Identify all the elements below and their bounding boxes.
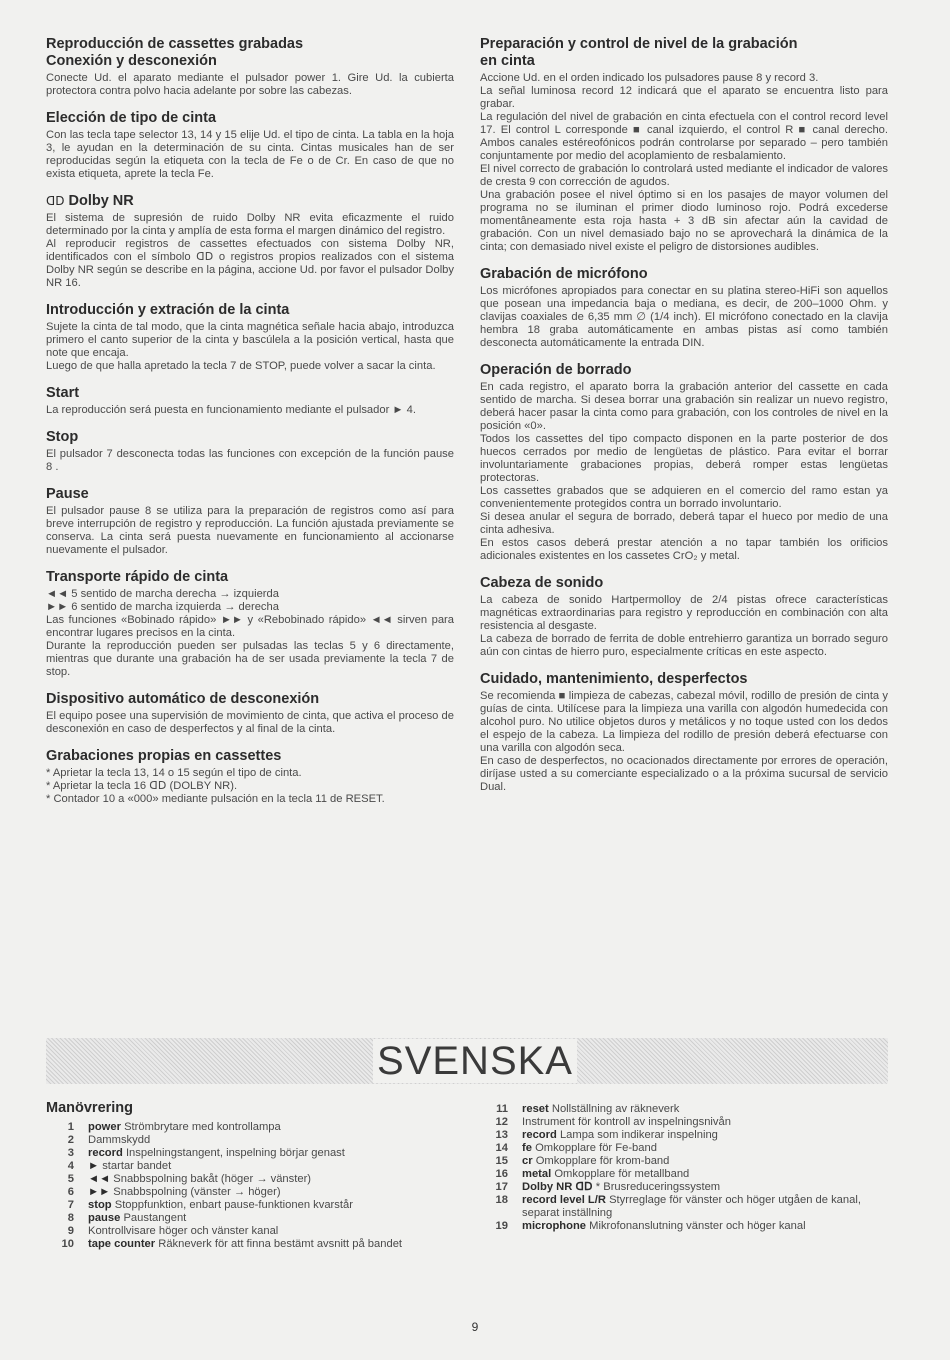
paragraph: Sujete la cinta de tal modo, que la cinta magnética señale hacia abajo, introduzca primero el canto superior de la cinta y bascúlela a la posición vertical, hasta que note que encaja. (46, 321, 454, 359)
section-transporte (46, 569, 454, 679)
item-number: 12 (495, 1116, 508, 1128)
item-description: Inspelningstangent, inspelning börjar genast (125, 1147, 345, 1159)
paragraph: Accione Ud. en el orden indicado los pulsadores pause 8 y record 3. (480, 72, 819, 84)
section-reproduccion (46, 36, 454, 98)
section-title: Cuidado, mantenimiento, desperfectos (480, 671, 748, 687)
list-item (480, 1129, 890, 1142)
item-key: stop (88, 1199, 112, 1211)
item-number: 10 (61, 1238, 74, 1250)
item-key: record (522, 1129, 557, 1141)
item-description: Nollställning av räkneverk (551, 1103, 680, 1115)
section-title: ᗡᗞ Dolby NR (46, 193, 134, 209)
item-key: fe (522, 1142, 532, 1154)
list-item (46, 1173, 456, 1186)
list-item (480, 1103, 890, 1116)
item-text (88, 1212, 186, 1225)
paragraph: El nivel correcto de grabación lo controlará usted mediante el indicador de valores de cresta 9 con corrección de agudos. (480, 163, 888, 188)
section-title: Start (46, 385, 80, 401)
section-title: Reproducción de cassettes grabadas (46, 36, 304, 52)
item-text (88, 1134, 150, 1147)
item-key: Dolby NR ᗡᗞ (522, 1181, 593, 1193)
list-item (46, 1199, 456, 1212)
item-text (522, 1129, 718, 1142)
page-number: 9 (471, 1320, 479, 1334)
list-item (480, 1168, 890, 1181)
paragraph: La cabeza de sonido Hartpermolloy de 2/4 pistas ofrece características magnéticas extraordinarias para registro y reproducción en combinación con alta resistencia al desgaste. (480, 594, 888, 632)
paragraph: Durante la reproducción pueden ser pulsadas las teclas 5 y 6 directamente, mientras que durante una grabación ha de ser usada previamente la tecla 7 de stop. (46, 640, 454, 678)
paragraph: El pulsador pause 8 se utiliza para la preparación de registros como así para breve interrupción de registro y reproducción. La función ajustada previamente se conserva. La cinta será puesta nuevamente en funcionamiento al accionarse nuevamente el pulsador. (46, 505, 454, 556)
item-text (88, 1186, 281, 1199)
item-key: ◄◄ (88, 1173, 111, 1185)
paragraph: El pulsador 7 desconecta todas las funciones con excepción de la función pause 8 . (46, 448, 454, 473)
item-description: Mikrofonanslutning vänster och höger kanal (589, 1220, 806, 1232)
section-title: Transporte rápido de cinta (46, 569, 229, 585)
item-text (88, 1173, 311, 1186)
item-key: record level L/R (522, 1194, 606, 1206)
paragraph: Si desea anular el segura de borrado, deberá tapar el hueco por medio de una cinta adhesiva. (480, 511, 888, 536)
item-number: 15 (495, 1155, 508, 1167)
section-grabaciones (46, 748, 454, 806)
item-text (88, 1160, 171, 1173)
list-item: ◄◄ 5 sentido de marcha derecha → izquierda (46, 588, 279, 600)
list-item: ►► 6 sentido de marcha izquierda → derecha (46, 601, 279, 613)
section-title: Dispositivo automático de desconexión (46, 691, 320, 707)
section-microfono (480, 266, 888, 350)
item-number: 4 (67, 1160, 74, 1172)
section-start (46, 385, 454, 417)
item-text (88, 1225, 278, 1238)
section-tipo-cinta (46, 110, 454, 181)
list-item (46, 1225, 456, 1238)
list-item (480, 1181, 890, 1194)
item-key: reset (522, 1103, 549, 1115)
item-number: 2 (67, 1134, 74, 1146)
item-text (522, 1194, 890, 1220)
section-title: Preparación y control de nivel de la grabación (480, 36, 798, 52)
paragraph: Las funciones «Bobinado rápido» ►► y «Rebobinado rápido» ◄◄ sirven para encontrar lugares precisos en la cinta. (46, 614, 454, 639)
item-description: Omkopplare för Fe-band (535, 1142, 657, 1154)
item-number: 14 (495, 1142, 508, 1154)
item-text (88, 1238, 402, 1251)
list-item (46, 1212, 456, 1225)
paragraph: Se recomienda ■ limpieza de cabezas, cabezal móvil, rodillo de presión de cinta y guías de cinta. Utilícese para la limpieza una varilla con algodón humedecida con alcohol puro. No utilice objetos duros y metálicos y no toque usted con los dedos el espejo de la cabeza. La limpieza del rodillo de presión deberá efectuarse con una varilla con algodón seca. (480, 690, 888, 754)
paragraph: En caso de desperfectos, no ocacionados directamente por errores de operación, diríjase usted a su comerciante especializado o a la próxima sucursal de servicio Dual. (480, 755, 888, 793)
item-description: Dammskydd (88, 1134, 151, 1146)
paragraph: La cabeza de borrado de ferrita de doble entrehierro garantiza un borrado seguro aún con cintas de hierro puro, especialmente críticas en este aspecto. (480, 633, 888, 658)
item-description: Räkneverk för att finna bestämt avsnitt på bandet (158, 1238, 403, 1250)
paragraph: Una grabación posee el nivel óptimo si en los pasajes de mayor volumen del programa no se iluminan el primer diodo luminoso rojo. Podrá excederse momentâneamente esta roja hasta + 3 dB sin afectar aún la cavidad de grabación. Con un nivel demasiado bajo no se aprovechará la dinámica de la cinta; con demasiado nivel existe el peligro de distorsiones audibles. (480, 189, 888, 253)
section-pause (46, 486, 454, 557)
svenska-list-right (480, 1103, 890, 1233)
item-text (88, 1121, 281, 1134)
item-key: power (88, 1121, 121, 1133)
section-title: Operación de borrado (480, 362, 632, 378)
paragraph: La regulación del nivel de grabación en cinta efectuela con el control record level 17. El control L corresponde ■ canal izquierdo, el control R ■ canal derecho. Ambos canales estéreofónicos podrán controlarse por separado – pero también conjuntamente por medio del acoplamiento de resbalamiento. (480, 111, 888, 162)
item-description: Kontrollvisare höger och vänster kanal (88, 1225, 279, 1237)
right-column (480, 36, 888, 806)
item-description: Strömbrytare med kontrollampa (124, 1121, 281, 1133)
item-key: microphone (522, 1220, 587, 1232)
item-number: 16 (495, 1168, 508, 1180)
paragraph: Los micrófones apropiados para conectar en su platina stereo-HiFi son aquellos que posean una impedancia baja o mediana, es decir, de 200–1000 Ohm. y clavijas coaxiales de 6,35 mm ∅ (1/4 inch). El micrófono conectado en la clavija hembra 18 graba automáticamente en ambas pistas así como también desconecta automáticamente la entrada DIN. (480, 285, 888, 349)
svenska-title: SVENSKA (373, 1039, 577, 1083)
item-number: 1 (67, 1121, 74, 1133)
item-number: 13 (495, 1129, 508, 1141)
item-text (522, 1155, 669, 1168)
list-item (480, 1142, 890, 1155)
item-number: 5 (67, 1173, 74, 1185)
item-description: Stoppfunktion, enbart pause-funktionen kvarstår (114, 1199, 353, 1211)
item-description: Omkopplare för metallband (554, 1168, 690, 1180)
item-number: 8 (67, 1212, 74, 1224)
section-borrado (480, 362, 888, 563)
item-number: 6 (67, 1186, 74, 1198)
item-text (522, 1168, 689, 1181)
item-text (88, 1199, 353, 1212)
item-text (522, 1116, 731, 1129)
list-item (46, 1186, 456, 1199)
item-key: ►► (88, 1186, 111, 1198)
item-key: record (88, 1147, 123, 1159)
list-item (480, 1220, 890, 1233)
paragraph: Luego de que halla apretado la tecla 7 de STOP, puede volver a sacar la cinta. (46, 360, 436, 372)
svenska-banner (0, 1038, 950, 1084)
item-key: ► (88, 1160, 100, 1172)
item-description: Styrreglage för vänster och höger utgåen de kanal, separat inställning (522, 1194, 861, 1219)
paragraph: Conecte Ud. el aparato mediante el pulsador power 1. Gire Ud. la cubierta protectora contra polvo hacia adelante por sobre las cabezas. (46, 72, 454, 97)
item-key: metal (522, 1168, 552, 1180)
section-stop (46, 429, 454, 474)
item-key: tape counter (88, 1238, 156, 1250)
section-title: Pause (46, 486, 89, 502)
item-number: 11 (496, 1103, 508, 1115)
item-number: 19 (495, 1220, 508, 1232)
paragraph: El equipo posee una supervisión de movimiento de cinta, que activa el proceso de desconexión en caso de desperfectos y al final de la cinta. (46, 710, 454, 735)
list-item: * Aprietar la tecla 13, 14 o 15 según el tipo de cinta. (46, 767, 302, 779)
item-description: Snabbspolning bakåt (höger → vänster) (113, 1173, 312, 1185)
item-description: Paustangent (123, 1212, 187, 1224)
item-text (522, 1220, 806, 1233)
item-key: cr (522, 1155, 533, 1167)
item-description: Snabbspolning (vänster → höger) (113, 1186, 281, 1198)
list-item (46, 1134, 456, 1147)
paragraph: Con las tecla tape selector 13, 14 y 15 elije Ud. el tipo de cinta. La tabla en la hoja 3, le ayudan en la determinación de su cinta. Cintas musicales han de ser reproducidas según la etiqueta con la tecla de Fe o de Cr. En caso de que no exista etiqueta, aprete la tecla Fe. (46, 129, 454, 180)
svenska-heading: Manövrering (46, 1100, 134, 1116)
list-item (480, 1194, 890, 1220)
paragraph: La reproducción será puesta en funcionamiento mediante el pulsador ► 4. (46, 404, 416, 416)
paragraph: Los cassettes grabados que se adquieren en el comercio del ramo estan ya convenientemente protegidos contra un borrado involuntario. (480, 485, 888, 510)
section-preparacion (480, 36, 888, 254)
paragraph: En cada registro, el aparato borra la grabación anterior del cassette en cada sentido de marcha. Si desea borrar una grabación sin realizar un nuevo registro, deberá hacer pasar la cinta como para grabación, con los controles de nivel en la posición «0». (480, 381, 888, 432)
paragraph: Al reproducir registros de cassettes efectuados con sistema Dolby NR, identificados con el símbolo ᗡᗞ o registros propios realizados con el sistema Dolby NR según se describe en la página, accione Ud. por favor el pulsador Dolby NR 16. (46, 238, 454, 289)
section-title: Grabaciones propias en cassettes (46, 748, 282, 764)
section-title: Stop (46, 429, 79, 445)
svenska-list-left (46, 1121, 456, 1251)
item-description: Lampa som indikerar inspelning (559, 1129, 718, 1141)
item-description: * Brusreduceringssystem (595, 1181, 721, 1193)
paragraph: Todos los cassettes del tipo compacto disponen en la parte posterior de dos huecos cerrados por medio de lengüetas de plástico. Para evitar el borrar involuntariamente grabaciones propias, deberá romper estas lengüetas protectoras. (480, 433, 888, 484)
section-title: Introducción y extración de la cinta (46, 302, 290, 318)
list-item (46, 1121, 456, 1134)
item-key: pause (88, 1212, 121, 1224)
list-item (46, 1238, 456, 1251)
list-item (480, 1116, 890, 1129)
item-text (522, 1103, 679, 1116)
list-item (46, 1160, 456, 1173)
section-cuidado (480, 671, 888, 794)
section-dolby (46, 193, 454, 290)
paragraph: En estos casos deberá prestar atención a no tapar también los orificios adicionales existentes en los cassetes CrO₂ y metal. (480, 537, 888, 562)
list-item (480, 1155, 890, 1168)
left-column (46, 36, 454, 818)
list-item (46, 1147, 456, 1160)
item-description: Instrument för kontroll av inspelningsnivån (522, 1116, 731, 1128)
paragraph: La señal luminosa record 12 indicará que el aparato se encuentra listo para grabar. (480, 85, 888, 110)
section-introduccion (46, 302, 454, 373)
item-description: startar bandet (102, 1160, 172, 1172)
paragraph: El sistema de supresión de ruido Dolby NR evita eficazmente el ruido determinado por la cinta y amplía de esta forma el margen dinámico del registro. (46, 212, 454, 237)
item-text (522, 1142, 657, 1155)
item-text (88, 1147, 345, 1160)
dolby-icon: ᗡᗞ (46, 194, 65, 208)
section-title: Grabación de micrófono (480, 266, 648, 282)
list-item: * Aprietar la tecla 16 ᗡᗞ (DOLBY NR). (46, 780, 238, 792)
item-number: 3 (67, 1147, 74, 1159)
section-subtitle: en cinta (480, 53, 535, 69)
item-description: Omkopplare för krom-band (535, 1155, 670, 1167)
list-item: * Contador 10 a «000» mediante pulsación en la tecla 11 de RESET. (46, 793, 385, 805)
item-text (522, 1181, 720, 1194)
item-number: 7 (67, 1199, 74, 1211)
section-title: Elección de tipo de cinta (46, 110, 217, 126)
section-desconexion (46, 691, 454, 736)
item-number: 17 (495, 1181, 508, 1193)
section-subtitle: Conexión y desconexión (46, 53, 217, 69)
item-number: 9 (67, 1225, 74, 1237)
section-cabeza (480, 575, 888, 659)
item-number: 18 (495, 1194, 508, 1206)
section-title: Cabeza de sonido (480, 575, 604, 591)
